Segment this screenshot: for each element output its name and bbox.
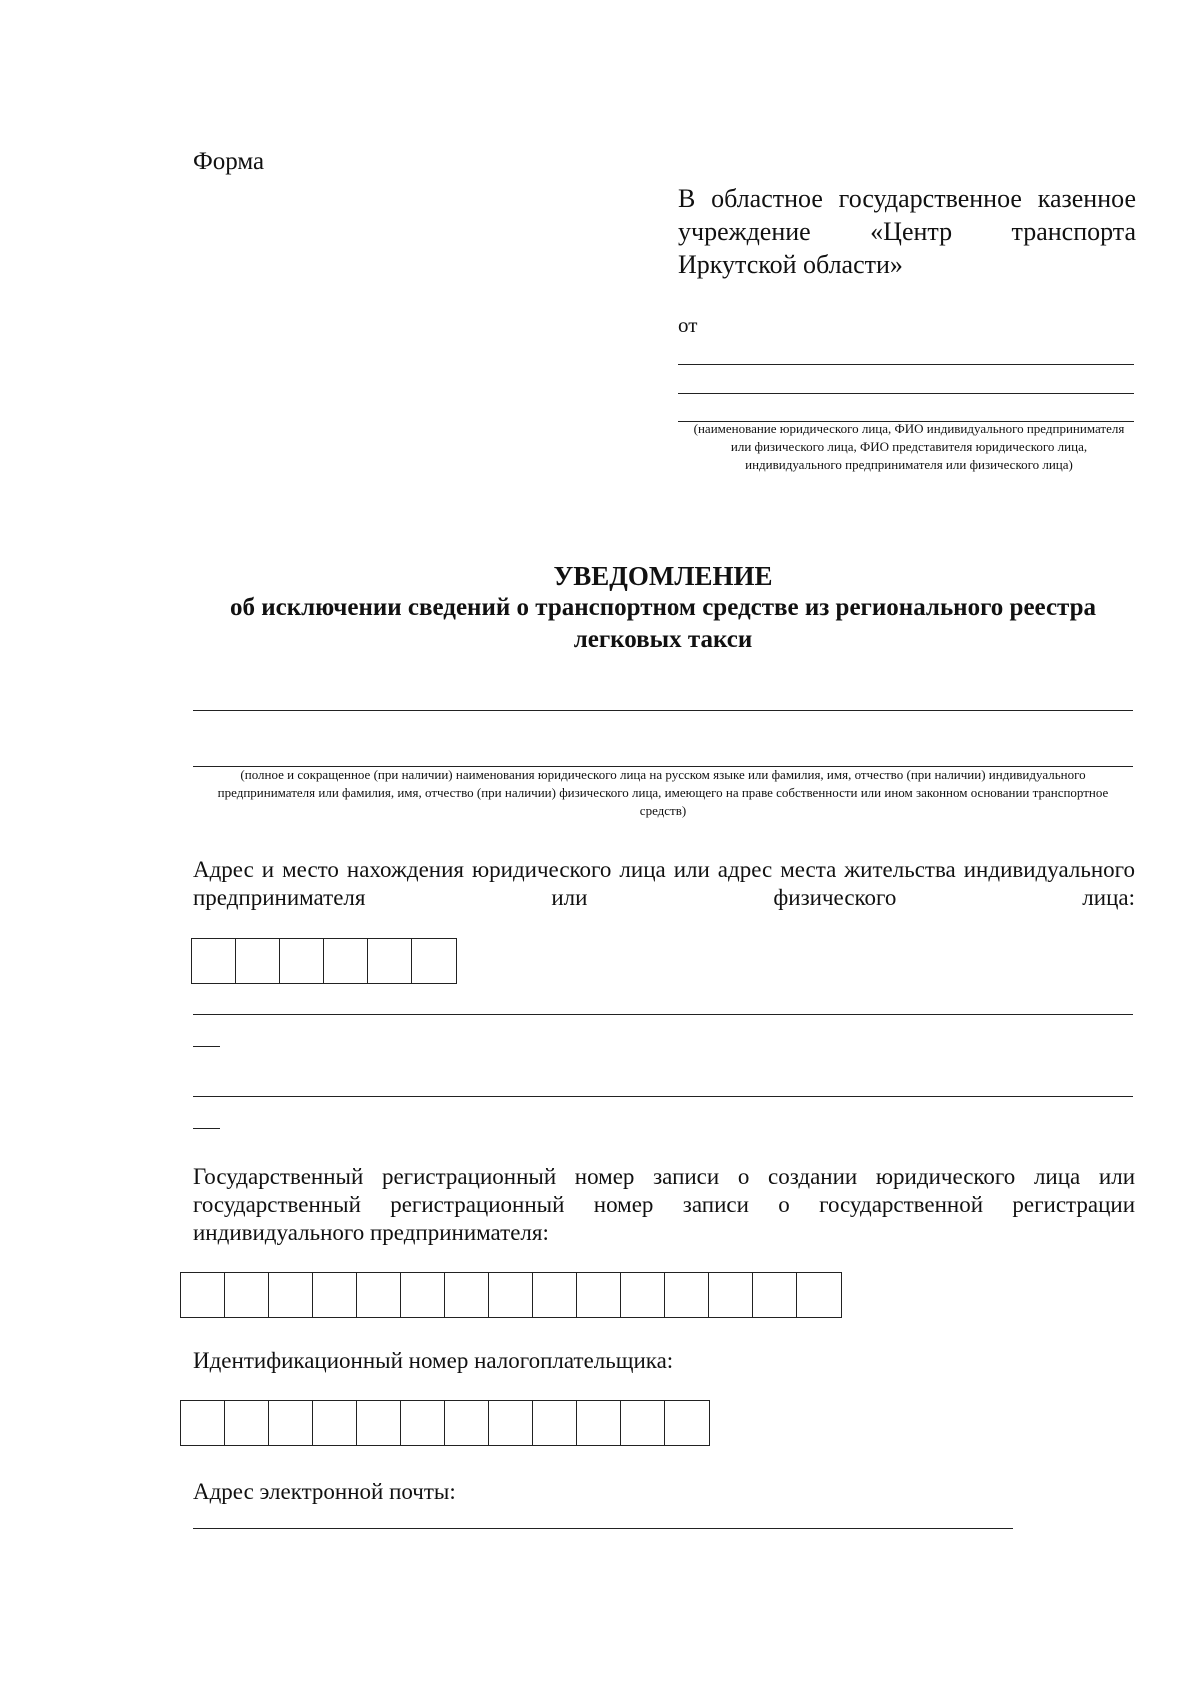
title-main: УВЕДОМЛЕНИЕ [553, 561, 773, 591]
from-label: от [678, 313, 698, 337]
registration-number-cell[interactable] [753, 1273, 797, 1317]
address-line-dash [193, 1128, 220, 1129]
registration-number-cell[interactable] [401, 1273, 445, 1317]
registration-number-cell[interactable] [577, 1273, 621, 1317]
postal-code-boxes[interactable] [191, 938, 457, 984]
registration-number-cell[interactable] [445, 1273, 489, 1317]
form-label: Форма [193, 148, 265, 175]
inn-boxes[interactable] [180, 1400, 710, 1446]
registration-number-cell[interactable] [269, 1273, 313, 1317]
inn-cell[interactable] [577, 1401, 621, 1445]
inn-cell[interactable] [401, 1401, 445, 1445]
registration-number-boxes[interactable] [180, 1272, 842, 1318]
document-title [193, 560, 1133, 656]
addressee-block: В областное государственное казенное учреждение «Центр транспорта Иркутской области» [678, 184, 1136, 279]
postal-code-cell[interactable] [280, 939, 324, 983]
inn-cell[interactable] [313, 1401, 357, 1445]
inn-cell[interactable] [489, 1401, 533, 1445]
sender-input-line-2[interactable] [678, 393, 1134, 394]
registration-number-cell[interactable] [533, 1273, 577, 1317]
registration-number-cell[interactable] [489, 1273, 533, 1317]
address-input-line-1[interactable] [193, 1014, 1133, 1015]
sender-caption: (наименование юридического лица, ФИО индивидуального предпринимателя или физического лица, ФИО представителя юридического лица, индивидуального предпринимателя или физического лица) [693, 421, 1125, 472]
inn-cell[interactable] [621, 1401, 665, 1445]
sender-input-line-1[interactable] [678, 364, 1134, 365]
postal-code-cell[interactable] [368, 939, 412, 983]
applicant-name-line-1[interactable] [193, 710, 1133, 711]
title-subtitle: об исключении сведений о транспортном средстве из регионального реестра легковых такси [229, 594, 1097, 653]
inn-cell[interactable] [445, 1401, 489, 1445]
registration-number-cell[interactable] [357, 1273, 401, 1317]
inn-cell[interactable] [533, 1401, 577, 1445]
email-label: Адрес электронной почты: [193, 1479, 456, 1504]
registration-number-cell[interactable] [313, 1273, 357, 1317]
registration-number-cell[interactable] [621, 1273, 665, 1317]
inn-cell[interactable] [181, 1401, 225, 1445]
inn-cell[interactable] [357, 1401, 401, 1445]
address-input-line-2[interactable] [193, 1096, 1133, 1097]
registration-number-cell[interactable] [225, 1273, 269, 1317]
registration-number-cell[interactable] [797, 1273, 841, 1317]
postal-code-cell[interactable] [412, 939, 456, 983]
postal-code-cell[interactable] [324, 939, 368, 983]
inn-label: Идентификационный номер налогоплательщика: [193, 1348, 674, 1373]
email-input-line[interactable] [193, 1528, 1013, 1529]
address-label: Адрес и место нахождения юридического лица или адрес места жительства индивидуального предпринимателя или физического лица: [193, 857, 1135, 910]
registration-number-cell[interactable] [181, 1273, 225, 1317]
registration-number-cell[interactable] [709, 1273, 753, 1317]
registration-number-cell[interactable] [665, 1273, 709, 1317]
inn-cell[interactable] [225, 1401, 269, 1445]
postal-code-cell[interactable] [236, 939, 280, 983]
postal-code-cell[interactable] [192, 939, 236, 983]
inn-cell[interactable] [665, 1401, 709, 1445]
registration-number-label: Государственный регистрационный номер записи о создании юридического лица или государственный регистрационный номер записи о государственной регистрации индивидуального предпринимателя: [193, 1164, 1135, 1245]
applicant-name-caption: (полное и сокращенное (при наличии) наименования юридического лица на русском языке или фамилия, имя, отчество (при наличии) индивидуального предпринимателя или фамилия, имя, отчество (при наличии) физического лица, имеющего на праве собственности или ином законном основании транспортное средств) [217, 767, 1109, 818]
address-line-dash [193, 1046, 220, 1047]
inn-cell[interactable] [269, 1401, 313, 1445]
